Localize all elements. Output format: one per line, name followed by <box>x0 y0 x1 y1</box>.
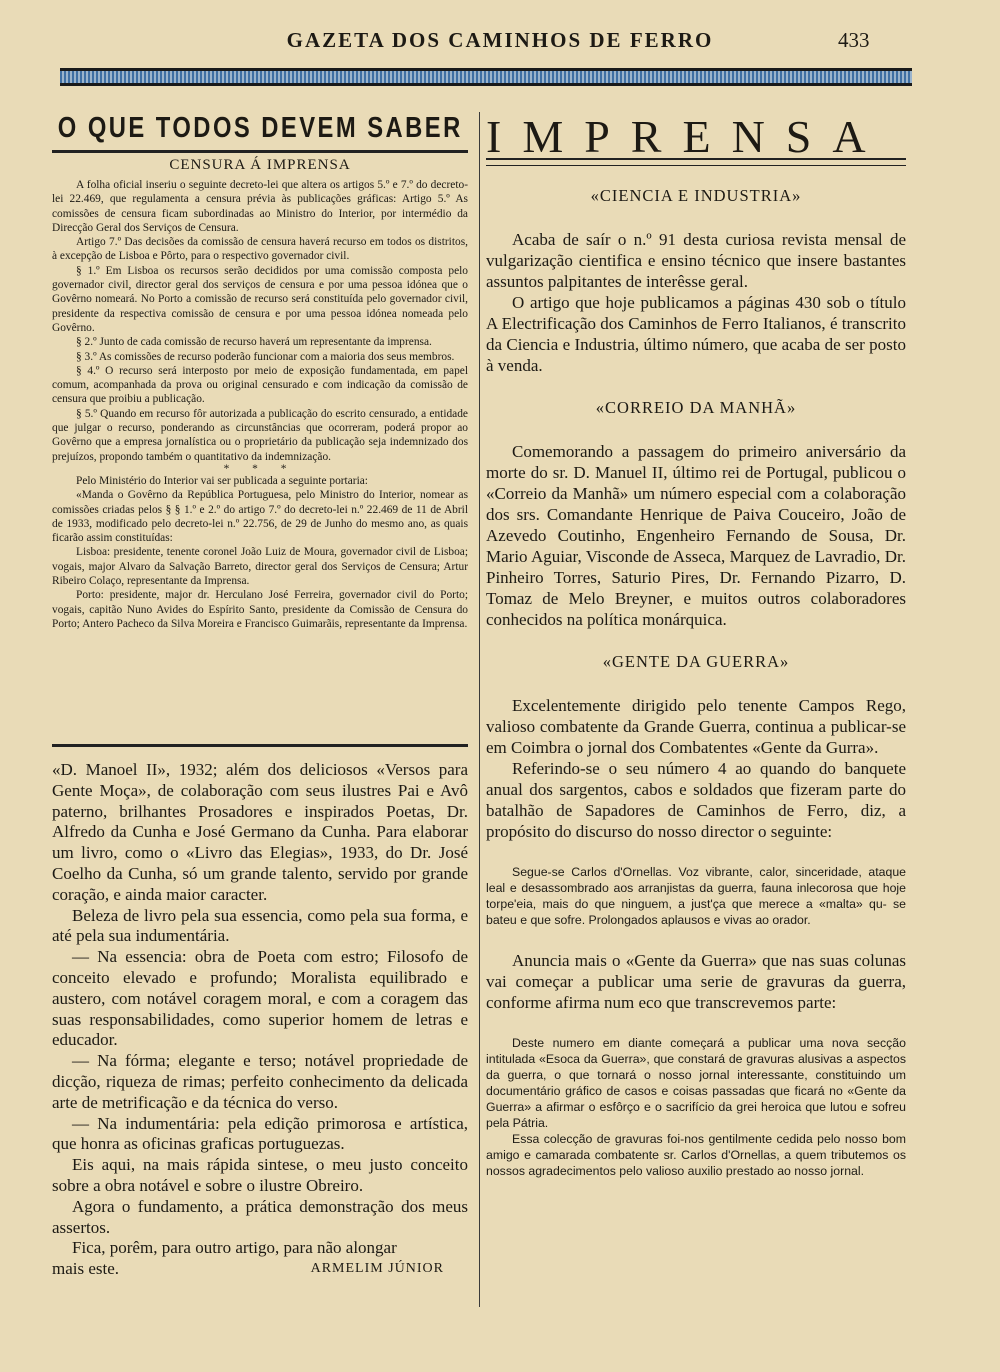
portaria-paragraph: Pelo Ministério do Interior vai ser publicada a seguinte portaria: <box>76 474 368 487</box>
quoted-excerpt: Essa colecção de gravuras foi-nos gentilmente cedida pelo nosso bom amigo e camarada combatente sr. Carlos d'Ornellas, a quem tributemos os nossos agradecimentos pelo valioso auxilio prestado ao nosso jornal. <box>486 1132 906 1178</box>
author-name: ARMELIM JÚNIOR <box>310 1261 444 1277</box>
press-section-title: IMPRENSA <box>486 111 887 162</box>
section-stars: * * * <box>223 462 297 475</box>
press-paragraph: Comemorando a passagem do primeiro aniversário da morte do sr. D. Manuel II, último rei de Portugal, publicou o «Correio da Manhã» um número especial com a colaboração dos srs. Comandante Henrique de Paiva Couceiro, João de Azevedo Coutinho, Engenheiro Fernando de Sousa, Dr. Mario Aguiar, Visconde de Asseca, Marquez de Lavradio, Dr. Pinheiro Torres, Saturio Pires, Dr. Fernando Pizarro, D. Tomaz de Melo Breyner, e muitos outros colaboradores conhecidos na política monárquica. <box>486 442 906 629</box>
decree-paragraph: A folha oficial inseriu o seguinte decreto-lei que altera os artigos 5.º e 7.º do decreto-lei 22.469, que regulamenta a censura prévia às publicações gráficas: Artigo 5.º As comissões de censura ficam subordinadas ao Ministro do Interior, por intermédio da Direcção Geral dos Serviços de Censura. <box>52 179 468 234</box>
decree-paragraph: Artigo 7.º Das decisões da comissão de censura haverá recurso em todos os distritos, à excepção de Lisboa e Pôrto, para o respectivo governador civil. <box>52 236 468 263</box>
article-paragraph: — Na fórma; elegante e terso; notável propriedade de dicção, riqueza de rimas; perfeito conhecimento da delicada arte de metrificação e da técnica do verso. <box>52 1051 468 1112</box>
decree-paragraph: § 4.º O recurso será interposto por meio de exposição fundamentada, em papel comum, acompanhada da prova ou original censurado e com indicação da comissão de censura que proibiu a publicação. <box>52 364 468 406</box>
book-review-article <box>52 760 468 1280</box>
article-paragraph: — Na essencia: obra de Poeta com estro; Filosofo de conceito elevado e profundo; Moralista equilibrado e austero, com notável coragem moral, e com a coragem das suas responsabilidades, como superior homem de letras e educador. <box>52 947 468 1050</box>
article-paragraph: Fica, porêm, para outro artigo, para não alongar <box>72 1238 397 1258</box>
article-last-line: mais este. <box>52 1259 120 1279</box>
journal-title: GAZETA DOS CAMINHOS DE FERRO <box>286 28 714 52</box>
section-heading-correio: «CORREIO DA MANHÃ» <box>595 398 797 417</box>
press-paragraph: Excelentemente dirigido pelo tenente Campos Rego, valioso combatente da Grande Guerra, continua a publicar-se em Coimbra o jornal dos Combatentes «Gente da Gurra». <box>486 696 906 757</box>
quoted-excerpt: Deste numero em diante começará a publicar uma nova secção intitulada «Esoca da Guerra», que constará de gravuras alusivas a aspectos da guerra, o que tornará o nosso jornal interessante, constituindo um documentário gráfico de casos e coisas passadas que ficará no «Gente da Guerra» a afirmar o esfôrço e o sacrifício da grei heroica que lutou e sofreu pela Pátria. <box>486 1036 906 1130</box>
article-signature-line <box>52 1259 468 1280</box>
decree-paragraph: § 5.º Quando em recurso fôr autorizada a publicação do escrito censurado, a entidade que julgar o recurso, ponderando as circunstâncias que ocorreram, poderá propor ao Govêrno que a empresa jornalística ou o proprietário da publicação seja indemnizado dos prejuízos, propondo também o quantitativo da indemnização. <box>52 407 468 463</box>
quoted-excerpt: Segue-se Carlos d'Ornellas. Voz vibrante, calor, sinceridade, ataque leal e desassombrado aos arranjistas da guerra, fauna inlecorosa que hoje torpe'eia, mais do que ninguem, a just'ça que merece a «malta» qu- se bateu e que sofre. Prolongados aplausos e vivas ao orador. <box>486 865 906 927</box>
portaria-paragraph: Porto: presidente, major dr. Herculano José Ferreira, governador civil do Porto; vogais, capitão Nuno Avides do Espírito Santo, presidente da Comissão de Censura do Porto; Antero Pacheco da Silva Moreira e Francisco Guimarãis, representante da Imprensa. <box>52 589 468 630</box>
portaria-paragraph: Lisboa: presidente, tenente coronel João Luiz de Moura, governador civil de Lisboa; vogais, major Alvaro da Salvação Barreto, director geral dos Serviços de Censura; Artur Ribeiro Colaço, representante da Imprensa. <box>52 546 468 588</box>
article-paragraph: Beleza de livro pela sua essencia, como pela sua forma, e até pela sua indumentária. <box>52 905 468 946</box>
article-paragraph: — Na indumentária: pela edição primorosa e artística, que honra as oficinas graficas portuguezas. <box>52 1113 468 1154</box>
article-paragraph: «D. Manoel II», 1932; além dos deliciosos «Versos para Gente Moça», de colaboração com seus ilustres Pai e Avô paterno, brilhantes Prosadores e inspirados Poetas, Dr. Alfredo da Cunha e José Germano da Cunha. Para elaborar um livro, como o «Livro das Elegias», 1933, do Dr. José Coelho da Cunha, só um grande talento, servido por grande coração, e ainda maior caracter. <box>52 760 468 904</box>
press-column <box>486 186 906 1179</box>
decree-text <box>52 178 468 631</box>
article-paragraph: Agora o fundamento, a prática demonstração dos meus assertos. <box>52 1196 468 1237</box>
press-paragraph: O artigo que hoje publicamos a páginas 430 sob o título A Electrificação dos Caminhos de Ferro Italianos, é transcrito da Ciencia e Industria, último número, que acaba de ser posto à venda. <box>486 293 906 375</box>
press-paragraph: Acaba de saír o n.º 91 desta curiosa revista mensal de vulgarização cientifica e ensino técnico que insere bastantes assuntos palpitantes de interêsse geral. <box>486 230 906 291</box>
page-number: 433 <box>838 28 870 52</box>
section-heading-ciencia: «CIENCIA E INDUSTRIA» <box>590 186 802 205</box>
section-heading-gente: «GENTE DA GUERRA» <box>602 652 790 671</box>
portaria-paragraph: «Manda o Govêrno da República Portuguesa, pelo Ministro do Interior, nomear as comissões criadas pelos § § 1.º e 2.º do artigo 7.º do decreto-lei n.º 22.469 de 11 de Abril de 1933, modificado pelo decreto-lei n.º 22.756, de 29 de Junho do mesmo ano, as quais ficarão assim constituídas: <box>52 489 468 545</box>
decree-paragraph: § 2.º Junto de cada comissão de recurso haverá um representante da imprensa. <box>76 336 432 349</box>
left-title-rule <box>52 150 468 153</box>
header-rule <box>60 68 912 86</box>
press-title-rule <box>486 158 906 166</box>
left-section-title: O QUE TODOS DEVEM SABER <box>57 112 463 144</box>
decree-paragraph: § 3.º As comissões de recurso poderão funcionar com a maioria dos seus membros. <box>76 350 455 363</box>
column-divider <box>479 112 480 1307</box>
article-paragraph: Eis aqui, na mais rápida sintese, o meu justo conceito sobre a obra notável e sobre o ilustre Obreiro. <box>52 1155 468 1195</box>
censorship-subtitle: CENSURA Á IMPRENSA <box>169 157 351 173</box>
left-divider <box>52 744 468 747</box>
press-paragraph: Anuncia mais o «Gente da Guerra» que nas suas colunas vai começar a publicar uma serie de gravuras da guerra, conforme afirma num eco que transcrevemos parte: <box>486 951 906 1012</box>
press-paragraph: Referindo-se o seu número 4 ao quando do banquete anual dos sargentos, cabos e soldados que fizeram parte do batalhão de Sapadores de Caminhos de Ferro, diz, a propósito do discurso do nosso director o seguinte: <box>486 759 906 841</box>
decree-paragraph: § 1.º Em Lisboa os recursos serão decididos por uma comissão composta pelo governador civil, director geral dos serviços de censura e por uma pessoa idónea que o Govêrno nomeará. No Porto a comissão de recurso será constituída pelo governador civil, presidente da respectiva comissão de censura e por uma pessoa idónea nomeada pelo Govêrno. <box>52 264 468 334</box>
